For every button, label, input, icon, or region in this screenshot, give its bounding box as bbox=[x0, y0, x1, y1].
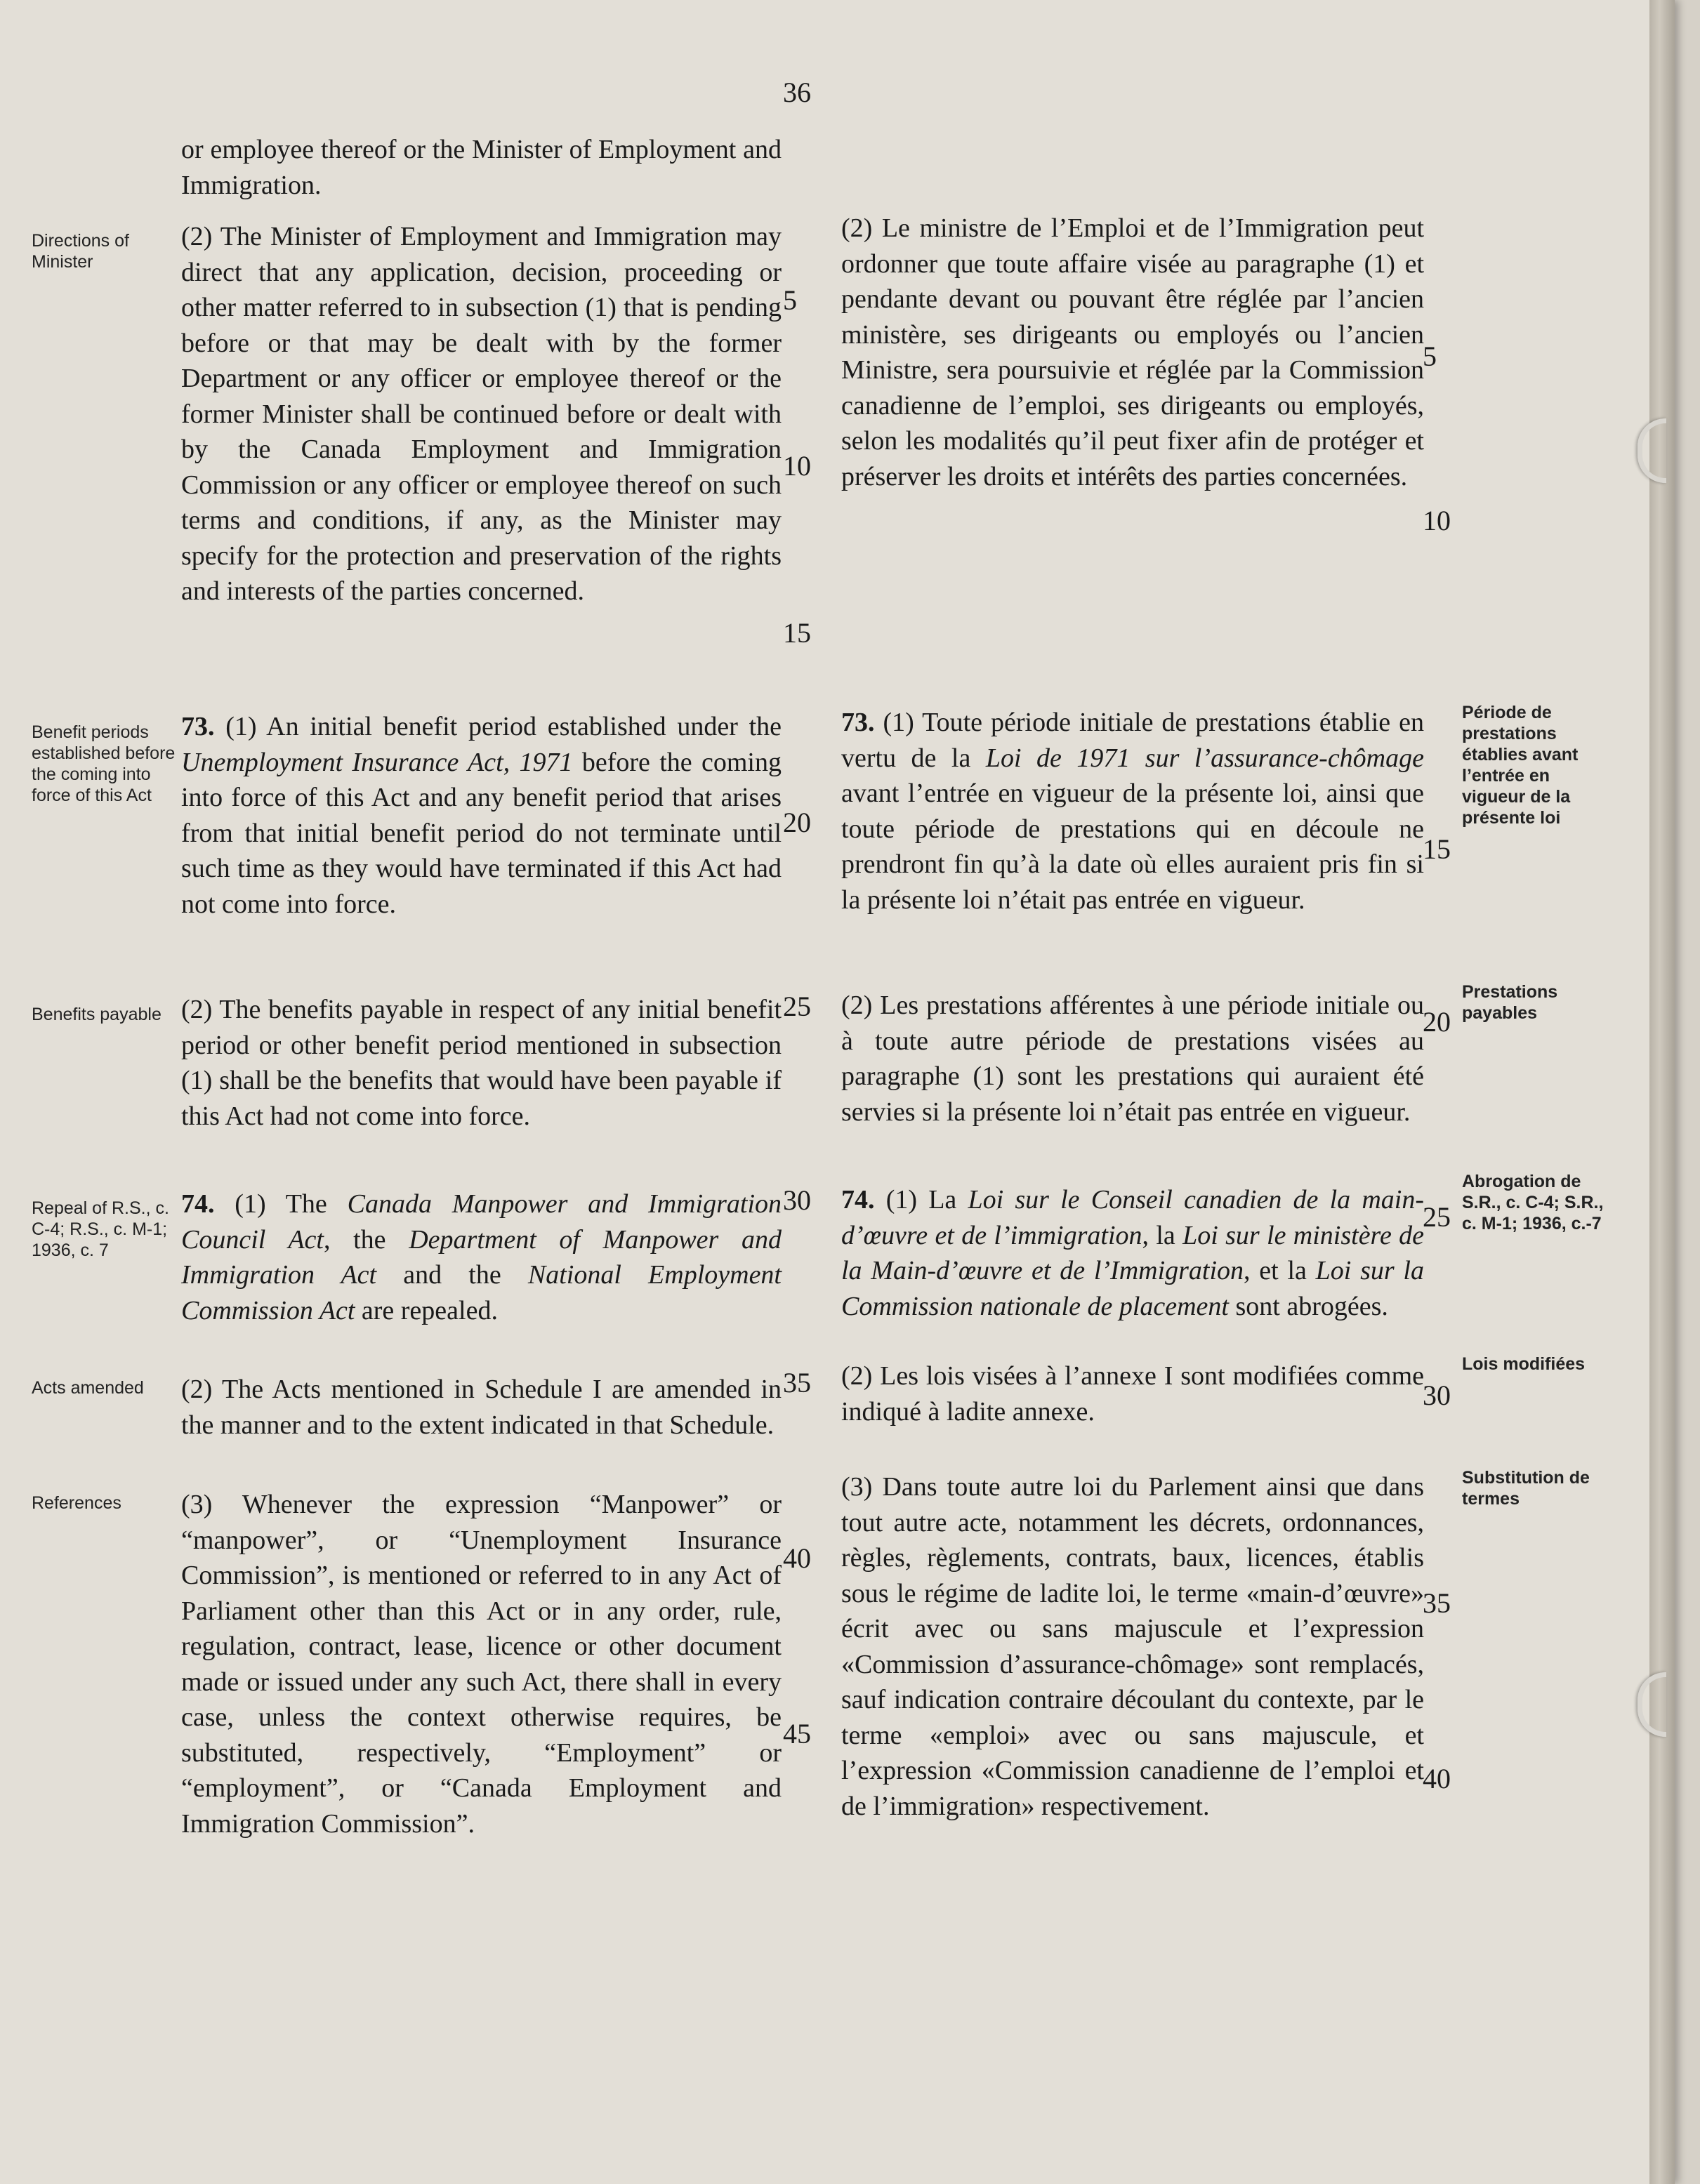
line-number: 5 bbox=[1423, 340, 1437, 372]
en-section-73-number: 73. bbox=[181, 712, 215, 741]
fr-section-73-2: (2) Le ministre de l’Emploi et de l’Immigration peut ordonner que toute affaire visée au paragraphe (1) et pendante devant ou pouvant être réglée par l’ancien ministère, ses dirigeants ou employés ou l’ancien Ministre, sera poursuivie et réglée par la Commission canadienne de l’emploi, ses dirigeants ou employés, selon les modalités qu’il peut fixer afin de protéger et préserver les droits et intérêts des parties concernées. bbox=[841, 213, 1424, 491]
en-section-74-2: (2) The Acts mentioned in Schedule I are amended in the manner and to the extent indicated in that Schedule. bbox=[181, 1375, 782, 1440]
marginal-note-references: References bbox=[32, 1493, 121, 1513]
line-number: 20 bbox=[783, 807, 811, 838]
page-number: 36 bbox=[783, 77, 811, 108]
marginal-note-directions: Directions of Minister bbox=[32, 231, 129, 272]
marginal-note-prestations: Prestations payables bbox=[1462, 982, 1558, 1023]
en-act-title-3: National Employment Commission Act bbox=[181, 1260, 782, 1325]
fr-section-74-number: 74. bbox=[841, 1185, 875, 1215]
marginal-note-lois-modifiees: Lois modifiées bbox=[1462, 1354, 1586, 1374]
en-section-74-3: (3) Whenever the expression “Manpower” or “manpower”, or “Unemployment Insurance Commission”, is mentioned or referred to in any Act of Parliament other than this Act or in any order, rule, regulation, contract, lease, licence or other document made or issued under any such Act, there shall in every case, unless the context otherwise requires, be substituted, respectively, “Employment” or “employment”, or “Canada Employment and Immigration Commission”. bbox=[181, 1490, 782, 1839]
binder-ring-bottom bbox=[1638, 1672, 1666, 1737]
fr-section-74-2: (2) Les lois visées à l’annexe I sont modifiées comme indiqué à ladite annexe. bbox=[841, 1361, 1424, 1427]
en-section-74-number: 74. bbox=[181, 1189, 215, 1219]
line-number: 35 bbox=[783, 1367, 811, 1398]
marginal-note-abrogation: Abrogation de S.R., c. C-4; S.R., c. M-1; 1936, c.-7 bbox=[1462, 1172, 1604, 1233]
fr-act-title-2: Loi sur le ministère de la Main-d’œuvre et de l’Immigration bbox=[841, 1220, 1425, 1285]
en-act-title-1: Canada Manpower and Immigration Council Act bbox=[181, 1189, 782, 1255]
line-number: 35 bbox=[1423, 1587, 1451, 1619]
fr-act-title-1: Loi sur le Conseil canadien de la main-d’œuvre et de l’immigration bbox=[841, 1185, 1424, 1250]
fr-section-73b-2: (2) Les prestations afférentes à une période initiale ou à toute autre période de prestations visées au paragraphe (1) sont les prestations qui auraient été servies si la présente loi n’était pas entrée en vigueur. bbox=[841, 991, 1424, 1127]
en-continuation: or employee thereof or the Minister of Employment and Immigration. bbox=[181, 135, 782, 200]
fr-act-title-3: Loi sur la Commission nationale de placement bbox=[841, 1256, 1424, 1321]
line-number: 15 bbox=[783, 617, 811, 649]
page-edge bbox=[1649, 0, 1675, 2184]
line-number: 25 bbox=[783, 991, 811, 1022]
en-section-73-1: 73. (1) An initial benefit period established under the Unemployment Insurance Act, 1971 before the coming into force of this Act and any benefit period that arises from that initial benefit period do not terminate until such time as they would have terminated if this Act had not come into force. bbox=[181, 712, 782, 919]
en-act-title-2: Department of Manpower and Immigration Act bbox=[181, 1224, 782, 1290]
marginal-note-benefit-periods: Benefit periods established before the coming into force of this Act bbox=[32, 722, 176, 805]
line-number: 10 bbox=[1423, 505, 1451, 536]
line-number: 40 bbox=[1423, 1763, 1451, 1794]
en-act-title: Unemployment Insurance Act, 1971 bbox=[181, 747, 573, 777]
line-number: 30 bbox=[1423, 1379, 1451, 1411]
marginal-note-repeal: Repeal of R.S., c. C-4; R.S., c. M-1; 1936, c. 7 bbox=[32, 1198, 169, 1260]
marginal-note-periode: Période de prestations établies avant l’entrée en vigueur de la présente loi bbox=[1462, 703, 1579, 828]
line-number: 15 bbox=[1423, 833, 1451, 865]
fr-section-74-1: 74. (1) La Loi sur le Conseil canadien de la main-d’œuvre et de l’immigration, la Loi sur le ministère de la Main-d’œuvre et de l’Immigration, et la Loi sur la Commission nationale de placement sont abrogées. bbox=[841, 1185, 1425, 1321]
line-number: 25 bbox=[1423, 1201, 1451, 1233]
line-number: 10 bbox=[783, 450, 811, 482]
fr-section-73-1: 73. (1) Toute période initiale de prestations établie en vertu de la Loi de 1971 sur l’assurance-chômage avant l’entrée en vigueur de la présente loi, ainsi que toute période de prestations qui en découle ne prendront fin qu’à la date où elles auraient pris fin si la présente loi n’était pas entrée en vigueur. bbox=[841, 708, 1424, 915]
line-number: 45 bbox=[783, 1718, 811, 1749]
marginal-note-acts-amended: Acts amended bbox=[32, 1378, 144, 1398]
fr-act-title: Loi de 1971 sur l’assurance-chômage bbox=[985, 743, 1424, 773]
marginal-note-substitution: Substitution de termes bbox=[1462, 1468, 1590, 1509]
fr-section-74-3: (3) Dans toute autre loi du Parlement ainsi que dans tout autre acte, notamment les décrets, ordonnances, règles, règlements, contrats, baux, licences, établis sous le régime de ladite loi, le terme «main-d’œuvre» écrit avec ou sans majuscule et l’expression «Commission d’assurance-chômage» sont remplacés, sauf indication contraire découlant du contexte, par le terme «emploi» avec ou sans majuscule, et l’expression «Commission canadienne de l’emploi et de l’immigration» respectivement. bbox=[841, 1472, 1424, 1821]
en-section-74-1: 74. (1) The Canada Manpower and Immigration Council Act, the Department of Manpower and Immigration Act and the National Employment Commission Act are repealed. bbox=[181, 1189, 782, 1325]
line-number: 20 bbox=[1423, 1006, 1451, 1038]
en-section-73-2: (2) The Minister of Employment and Immigration may direct that any application, decision, proceeding or other matter referred to in subsection (1) that is pending before or that may be dealt with by the former Department or any officer or employee thereof or the former Minister shall be continued before or dealt with by the Canada Employment and Immigration Commission or any officer or employee thereof on such terms and conditions, if any, as the Minister may specify for the protection and preservation of the rights and interests of the parties concerned. bbox=[181, 222, 782, 606]
marginal-note-benefits-payable: Benefits payable bbox=[32, 1005, 162, 1024]
binder-ring-top bbox=[1638, 418, 1666, 483]
en-section-73b-2: (2) The benefits payable in respect of any initial benefit period or other benefit period mentioned in subsection (1) shall be the benefits that would have been payable if this Act had not come into force. bbox=[181, 995, 782, 1131]
line-number: 5 bbox=[783, 284, 797, 316]
fr-section-73-number: 73. bbox=[841, 708, 875, 737]
line-number: 30 bbox=[783, 1184, 811, 1216]
line-number: 40 bbox=[783, 1542, 811, 1574]
